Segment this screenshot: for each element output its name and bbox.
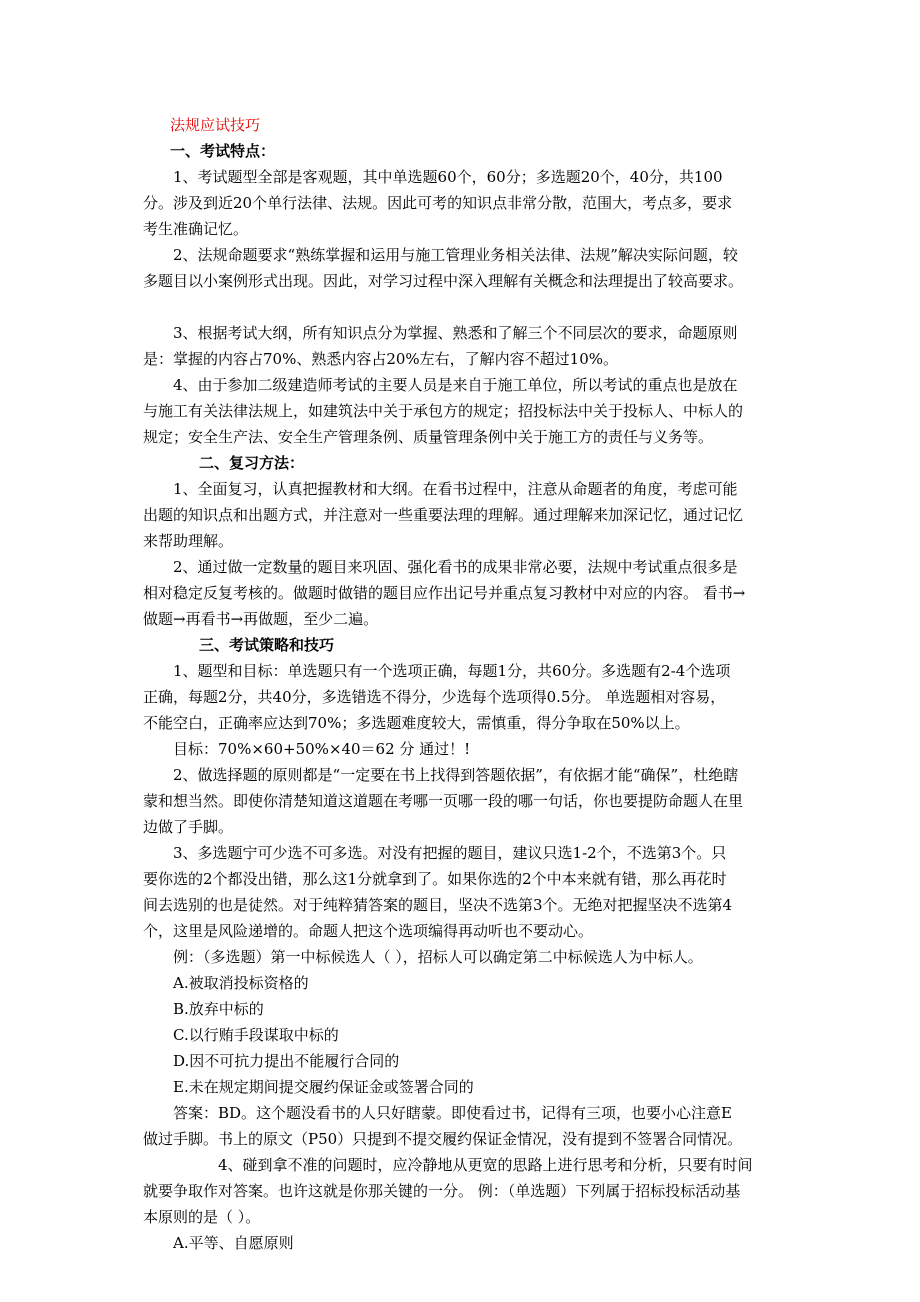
paragraph-practice-questions [143, 554, 783, 632]
paragraph-line: 个，这里是风险递增的。命题人把这个选项编得再动听也不要动心。 [143, 922, 594, 940]
section-heading-review-method: 二、复习方法： [199, 454, 305, 472]
paragraph-line: 考生准确记忆。 [143, 220, 249, 238]
paragraph-line: 1、考试题型全部是客观题，其中单选题60个，60分；多选题20个，40分，共100 [173, 168, 723, 186]
paragraph-line: 是：掌握的内容占70%、熟悉内容占20%左右，了解内容不超过10%。 [143, 350, 619, 368]
example-option: B.放弃中标的 [173, 1000, 264, 1018]
example-option: D.因不可抗力提出不能履行合同的 [173, 1052, 400, 1070]
document-title: 法规应试技巧 [170, 116, 261, 134]
paragraph-line: 间去选别的也是徒然。对于纯粹猜答案的题目，坚决不选第3个。无绝对把握坚决不选第4 [143, 896, 733, 914]
paragraph-line: 做过手脚。书上的原文（P50）只提到不提交履约保证金情况，没有提到不签署合同情况。 [143, 1130, 743, 1148]
example-option: A.平等、自愿原则 [173, 1234, 294, 1252]
paragraph-line: 来帮助理解。 [143, 532, 234, 550]
paragraph-question-types-goals [143, 658, 783, 736]
paragraph-line: 2、通过做一定数量的题目来巩固、强化看书的成果非常必要，法规中考试重点很多是 [173, 558, 738, 576]
paragraph-line: 做题→再看书→再做题，至少二遍。 [143, 610, 379, 628]
section-heading-exam-strategy: 三、考试策略和技巧 [199, 636, 335, 654]
paragraph-line: 出题的知识点和出题方式，并注意对一些重要法理的理解。通过理解来加深记忆，通过记忆 [143, 506, 744, 524]
paragraph-answer-explanation [143, 1100, 783, 1152]
document-page [143, 112, 783, 1256]
goal-line: 目标：70%×60+50%×40＝62 分 通过！! [173, 740, 471, 758]
paragraph-multiple-choice-tips [143, 840, 783, 944]
paragraph-line: 要你选的2个都没出错，那么这1分就拿到了。如果你选的2个中本来就有错，那么再花时 [143, 870, 727, 888]
paragraph-line: 4、由于参加二级建造师考试的主要人员是来自于施工单位，所以考试的重点也是放在 [173, 376, 738, 394]
section-heading-exam-features: 一、考试特点： [170, 142, 276, 160]
example-option: A.被取消投标资格的 [173, 974, 309, 992]
paragraph-uncertain-questions [143, 1152, 783, 1230]
paragraph-line: 边做了手脚。 [143, 818, 234, 836]
paragraph-line: 分。涉及到近20个单行法律、法规。因此可考的知识点非常分散，范围大，考点多，要求 [143, 194, 733, 212]
paragraph-line: 2、做选择题的原则都是“一定要在书上找得到答题依据”，有依据才能“确保”，杜绝瞎 [173, 766, 739, 784]
paragraph-line: 3、多选题宁可少选不可多选。对没有把握的题目，建议只选1-2个，不选第3个。只 [173, 844, 727, 862]
paragraph-line: 多题目以小案例形式出现。因此，对学习过程中深入理解有关概念和法理提出了较高要求。 [143, 272, 744, 290]
example-option: E.未在规定期间提交履约保证金或签署合同的 [173, 1078, 474, 1096]
paragraph-line: 4、碰到拿不准的问题时，应冷静地从更宽的思路上进行思考和分析，只要有时间 [218, 1156, 753, 1174]
paragraph-exam-format [143, 164, 783, 242]
paragraph-line: 不能空白，正确率应达到70%；多选题难度较大，需慎重，得分争取在50%以上。 [143, 714, 690, 732]
paragraph-answer-principle [143, 762, 783, 840]
paragraph-line: 就要争取作对答案。也许这就是你那关键的一分。 例：（单选题）下列属于招标投标活动基 [143, 1182, 741, 1200]
paragraph-line: 1、全面复习，认真把握教材和大纲。在看书过程中，注意从命题者的角度，考虑可能 [173, 480, 738, 498]
paragraph-syllabus-levels [143, 320, 783, 372]
paragraph-line: 答案：BD。这个题没看书的人只好瞎蒙。即使看过书，记得有三项，也要小心注意E [173, 1104, 733, 1122]
example-option: C.以行贿手段谋取中标的 [173, 1026, 339, 1044]
paragraph-line: 本原则的是（ ）。 [143, 1208, 261, 1226]
paragraph-question-requirements [143, 242, 783, 294]
paragraph-line: 与施工有关法律法规上，如建筑法中关于承包方的规定；招投标法中关于投标人、中标人的 [143, 402, 744, 420]
paragraph-line: 相对稳定反复考核的。做题时做错的题目应作出记号并重点复习教材中对应的内容。 看书→ [143, 584, 746, 602]
paragraph-line: 2、法规命题要求“熟练掌握和运用与施工管理业务相关法律、法规”解决实际问题，较 [173, 246, 738, 264]
paragraph-line: 3、根据考试大纲，所有知识点分为掌握、熟悉和了解三个不同层次的要求，命题原则 [173, 324, 738, 342]
paragraph-exam-focus [143, 372, 783, 450]
paragraph-comprehensive-review [143, 476, 783, 554]
paragraph-line: 规定；安全生产法、安全生产管理条例、质量管理条例中关于施工方的责任与义务等。 [143, 428, 714, 446]
example-question: 例：（多选题）第一中标候选人（ ），招标人可以确定第二中标候选人为中标人。 [173, 948, 703, 966]
paragraph-line: 正确，每题2分，共40分，多选错选不得分，少选每个选项得0.5分。 单选题相对容易， [143, 688, 726, 706]
blank-line [143, 294, 783, 320]
paragraph-line: 1、题型和目标：单选题只有一个选项正确，每题1分，共60分。多选题有2-4个选项 [173, 662, 731, 680]
paragraph-line: 蒙和想当然。即使你清楚知道这道题在考哪一页哪一段的哪一句话，你也要提防命题人在里 [143, 792, 744, 810]
